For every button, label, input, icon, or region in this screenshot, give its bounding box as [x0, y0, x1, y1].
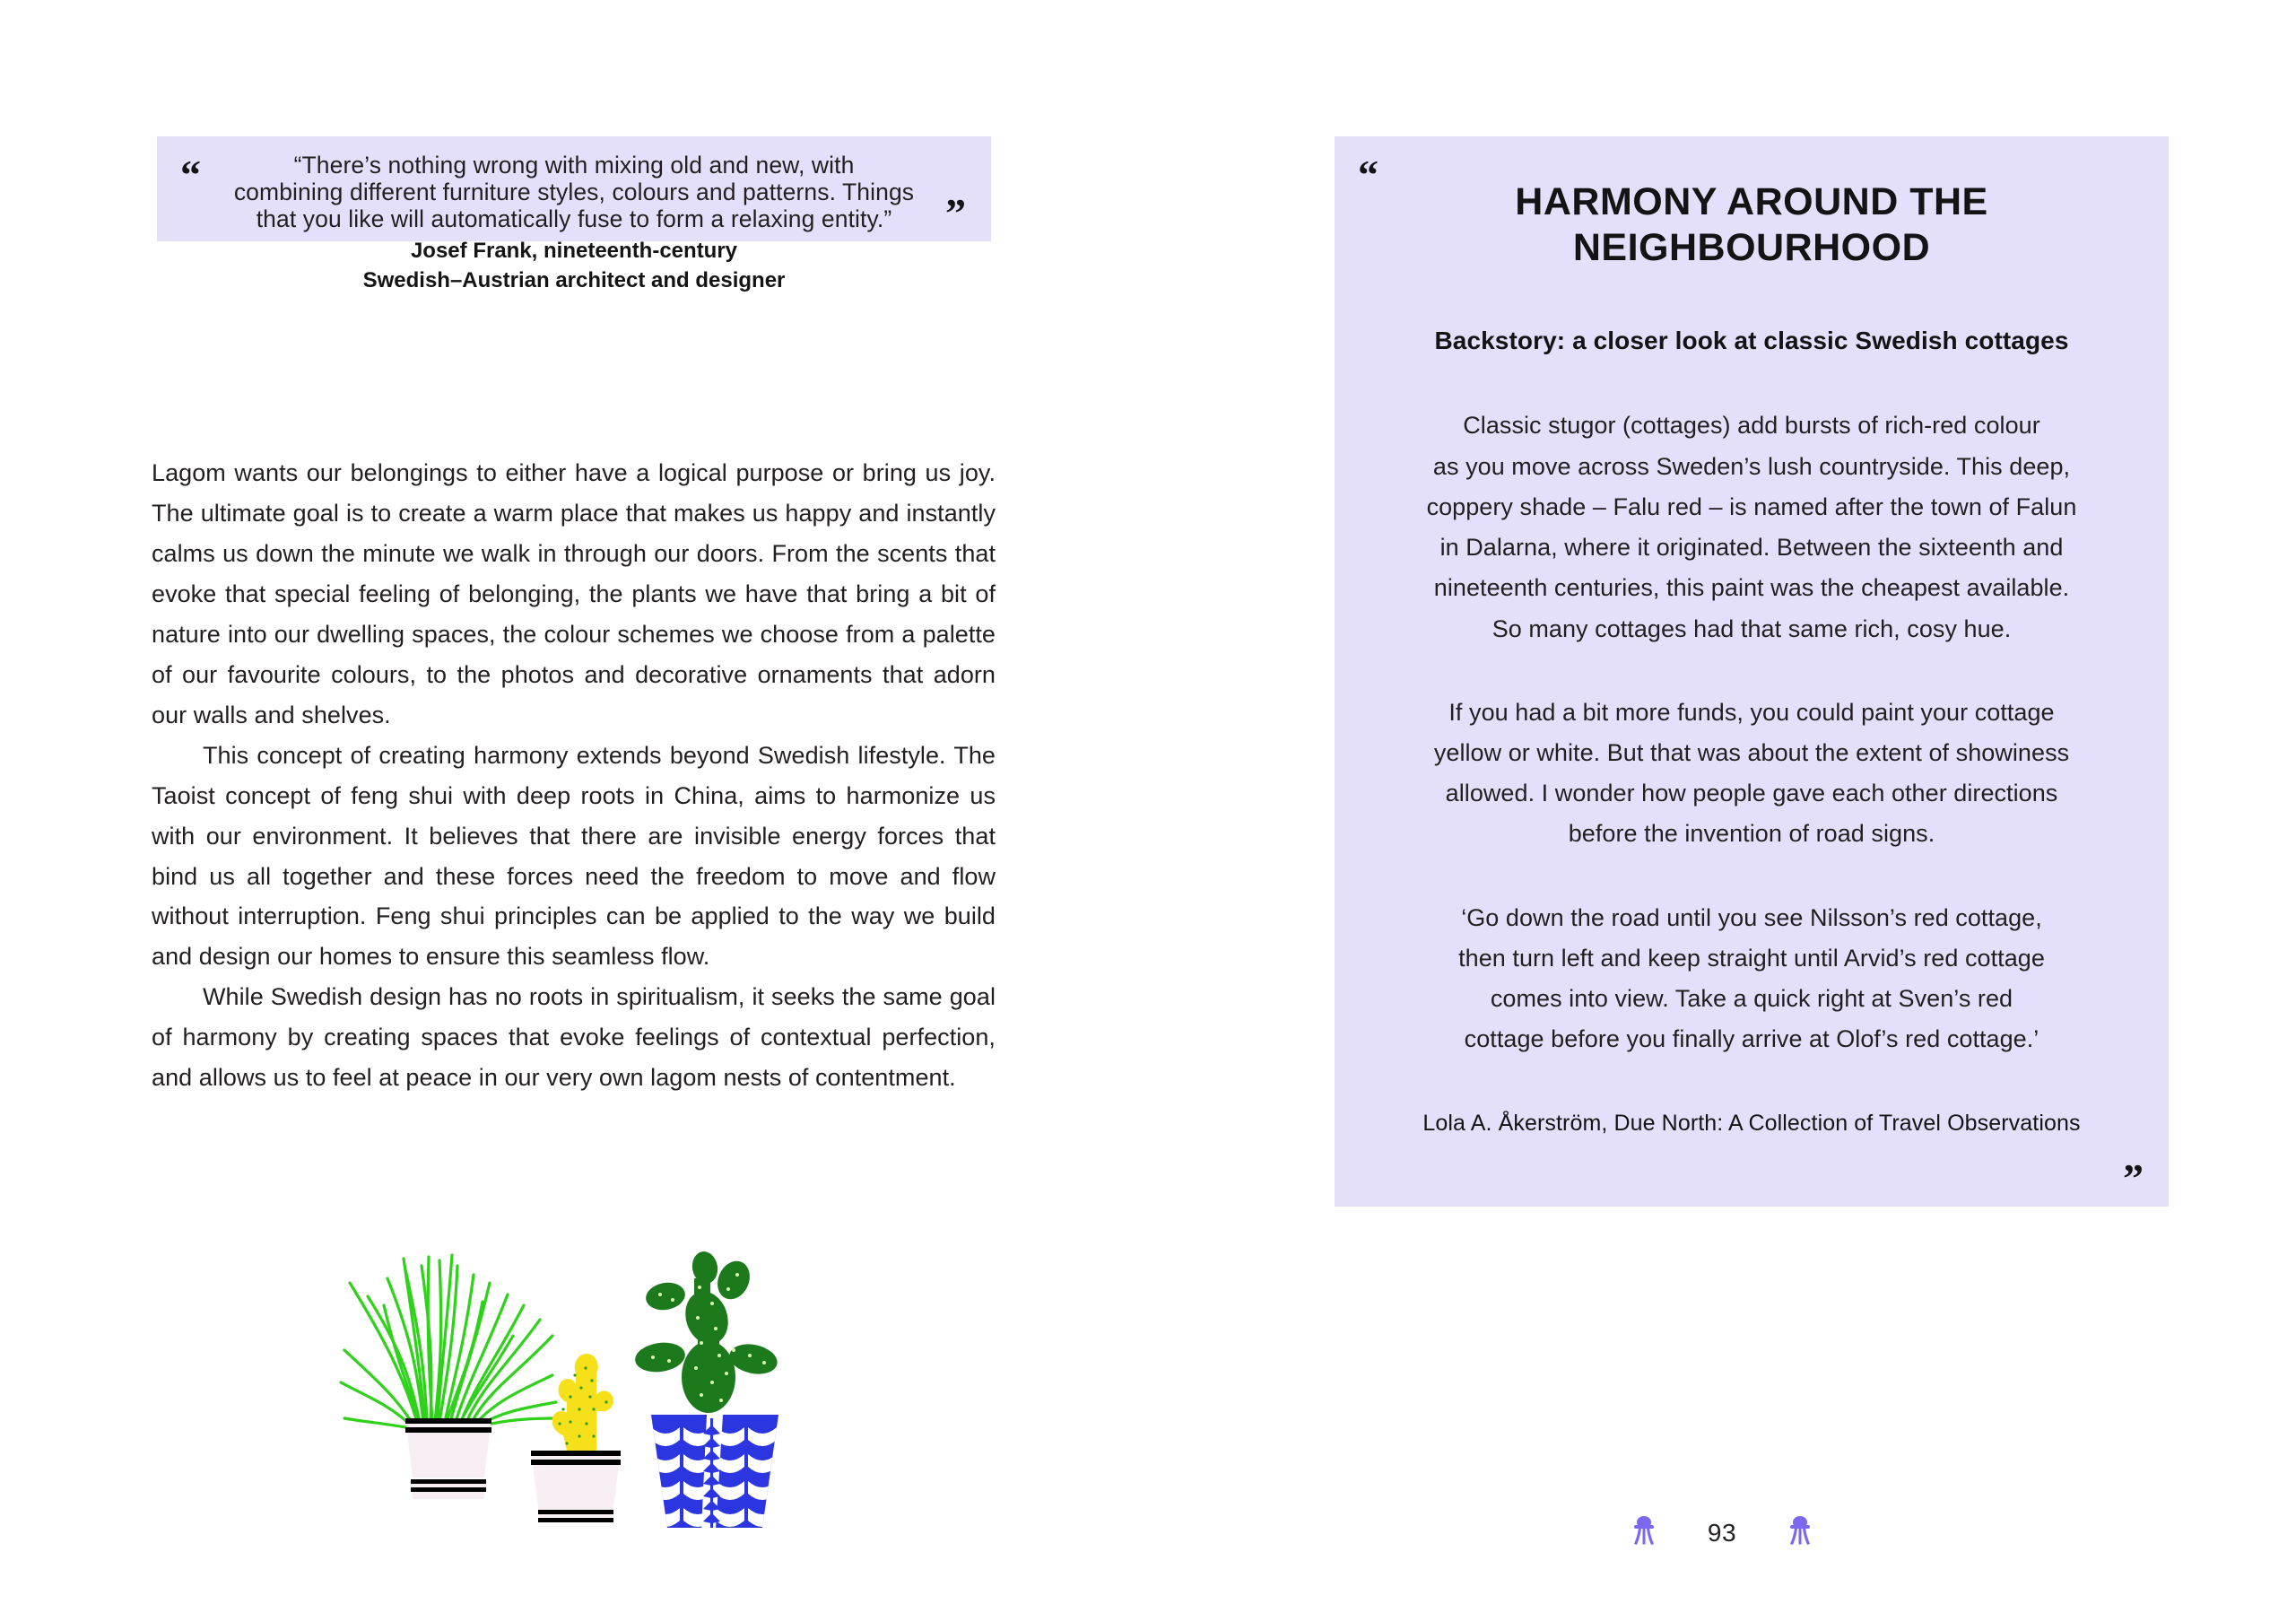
source-attribution: Lola A. Åkerström, Due North: A Collection of Travel Observations	[1422, 1110, 2081, 1136]
paragraph-line: in Dalarna, where it originated. Between the sixteenth and	[1439, 534, 2064, 562]
page-subtitle: Backstory: a closer look at classic Swedish cottages	[1434, 327, 2069, 355]
feature-paragraph	[1372, 405, 2131, 649]
close-quote-icon: ”	[2123, 1155, 2145, 1201]
green-cactus-plant	[633, 1250, 787, 1533]
paragraph-line: as you move across Sweden’s lush countryside. This deep,	[1432, 452, 2071, 480]
quote-line: that you like will automatically fuse to form a relaxing entity.”	[256, 205, 892, 232]
paragraph-line: before the invention of road signs.	[1568, 820, 1935, 848]
close-quote-icon: ”	[945, 190, 968, 236]
right-quote-body	[1335, 136, 2169, 1137]
paragraph-line: So many cottages had that same rich, cosy hue.	[1492, 615, 2012, 642]
paragraph-line: If you had a bit more funds, you could paint your cottage	[1448, 698, 2055, 726]
page-footer	[1148, 1515, 2296, 1550]
left-pull-quote-box	[157, 136, 991, 292]
paragraph-line: cottage before you finally arrive at Olof’s red cottage.’	[1464, 1025, 2039, 1053]
quote-line: “There’s nothing wrong with mixing old and new, with	[293, 152, 855, 179]
paragraph-line: coppery shade – Falu red – is named after the town of Falun	[1426, 493, 2077, 520]
feature-paragraph	[1372, 898, 2131, 1060]
potted-plants-illustration	[332, 1242, 816, 1565]
left-body-text	[152, 453, 996, 1098]
open-quote-icon: “	[180, 152, 203, 197]
grass-plant	[341, 1255, 558, 1499]
quote-attribution-line-1: Josef Frank, nineteenth-century	[410, 238, 738, 263]
quote-line: combining different furniture styles, colours and patterns. Things	[233, 178, 915, 205]
paragraph-line: ‘Go down the road until you see Nilsson’s red cottage,	[1461, 903, 2042, 931]
open-quote-icon: “	[1358, 152, 1380, 197]
body-paragraph: While Swedish design has no roots in spiritualism, it seeks the same goal of harmony by creating spaces that evoke feelings of contextual perfection, and allows us to feel at peace in our very own lagom nests of contentment.	[152, 983, 996, 1092]
flower-ornament-icon	[1787, 1515, 1813, 1550]
left-quote-body	[157, 136, 991, 293]
paragraph-line: Classic stugor (cottages) add bursts of rich-red colour	[1463, 412, 2040, 440]
paragraph-line: comes into view. Take a quick right at Sven’s red	[1490, 985, 2013, 1013]
paragraph-line: yellow or white. But that was about the extent of showiness	[1433, 739, 2070, 766]
feature-paragraph	[1372, 693, 2131, 855]
paragraph-line: then turn left and keep straight until Arvid’s red cottage	[1458, 944, 2045, 972]
paragraph-line: nineteenth centuries, this paint was the cheapest available.	[1433, 574, 2070, 602]
paragraph-line: allowed. I wonder how people gave each other directions	[1445, 780, 2058, 807]
right-page	[1148, 0, 2296, 1604]
right-feature-quote-box	[1335, 136, 2169, 1207]
body-paragraph: Lagom wants our belongings to either have a logical purpose or bring us joy. The ultimate goal is to create a warm place that makes us happy and instantly calms us down the minute we walk in through our doors. From the scents that evoke that special feeling of belonging, the plants we have that bring a bit of nature into our dwelling spaces, the colour schemes we choose from a palette of our favourite colours, to the photos and decorative ornaments that adorn our walls and shelves.	[152, 459, 996, 728]
flower-ornament-icon	[1631, 1515, 1657, 1550]
quote-attribution-line-2: Swedish–Austrian architect and designer	[362, 267, 786, 292]
body-paragraph: This concept of creating harmony extends beyond Swedish lifestyle. The Taoist concept of feng shui with deep roots in China, aims to harmonize us with our environment. It believes that there are invisible energy forces that bind us all together and these forces need the freedom to move and flow without interruption. Feng shui principles can be applied to the way we build and design our homes to ensure this seamless flow.	[152, 741, 996, 971]
page-title: HARMONY AROUND THE NEIGHBOURHOOD	[1515, 180, 1988, 269]
page-number: 93	[1707, 1518, 1737, 1547]
